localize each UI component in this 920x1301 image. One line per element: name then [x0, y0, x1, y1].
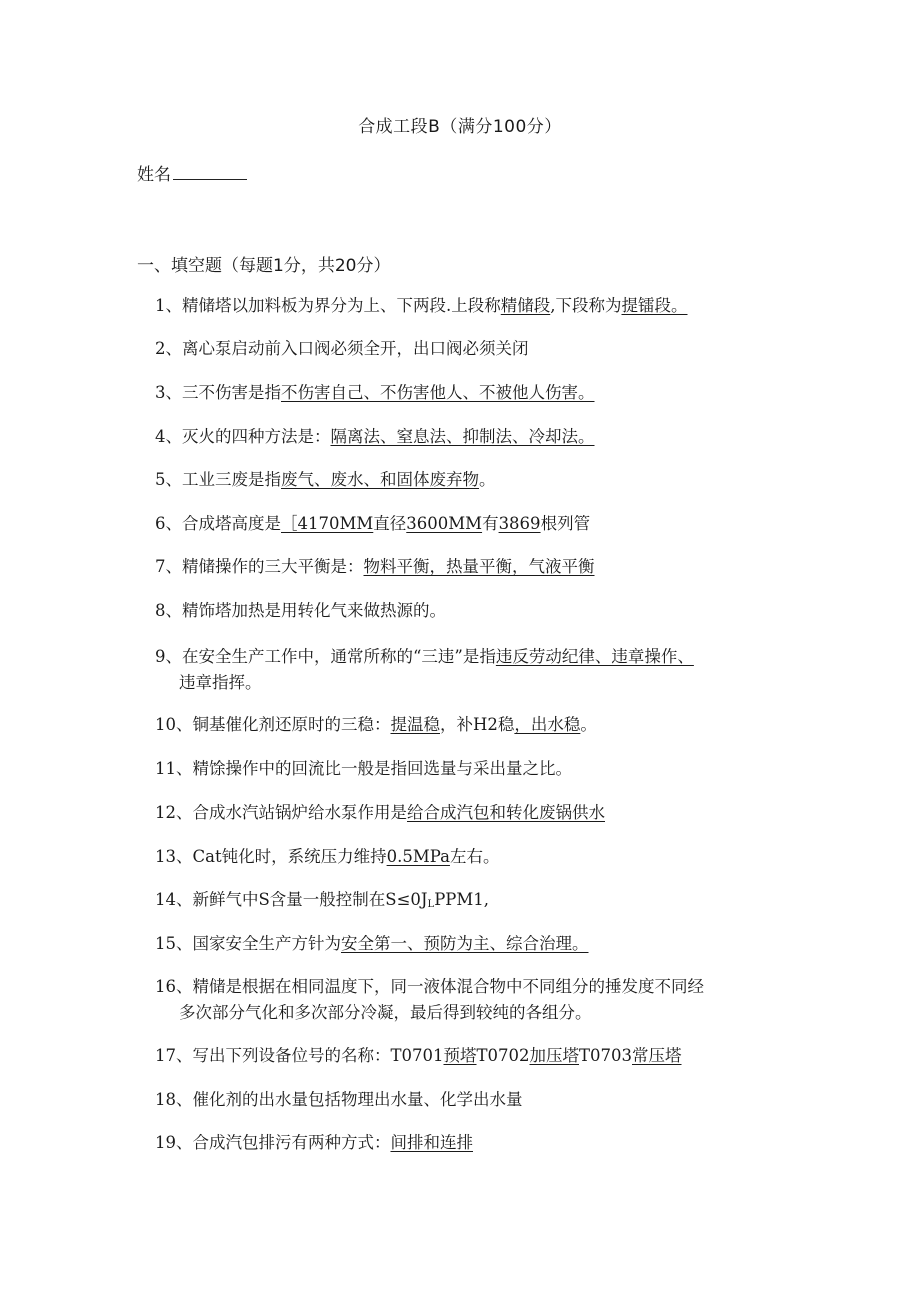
q15-answer: 安全第一、预防为主、综合治理。	[341, 934, 589, 953]
q3-text: 3、三不伤害是指	[155, 383, 281, 402]
q9-continuation: 违章指挥。	[179, 673, 262, 692]
page-title: 合成工段B（满分100分）	[358, 117, 562, 137]
question-12	[155, 800, 795, 826]
q5-text: 5、工业三废是指	[155, 470, 281, 489]
q12-answer: 给合成汽包和转化废锅供水	[407, 803, 605, 822]
question-2	[155, 336, 795, 362]
q13-answer: 0.5MPa	[386, 847, 450, 866]
q19-text: 19、合成汽包排污有两种方式：	[155, 1133, 391, 1152]
q15-text: 15、国家安全生产方针为	[155, 934, 341, 953]
q10-text-2: ，补H2稳	[440, 715, 515, 734]
q8-text: 8、精饰塔加热是用转化气来做热源的。	[155, 601, 446, 620]
q7-answer: 物料平衡，热量平衡，气液平衡	[363, 557, 595, 576]
q4-text: 4、灭火的四种方法是：	[155, 427, 331, 446]
q1-answer-1: 精储段	[500, 296, 551, 315]
q2-text: 2、离心泵启动前入口阀必须全开，出口阀必须关闭	[155, 339, 529, 358]
q17-tag-2: T0702	[476, 1046, 530, 1065]
q14-text: 14、新鲜气中S含量一般控制在S≤0J	[155, 890, 428, 909]
question-6	[155, 511, 795, 537]
q17-text: 17、写出下列设备位号的名称：T0701	[155, 1046, 444, 1065]
question-13	[155, 844, 795, 870]
question-16	[155, 974, 795, 1026]
q5-end: 。	[479, 470, 496, 489]
q1-text-2: ,下段称为	[550, 296, 622, 315]
q19-answer: 间排和连排	[390, 1133, 473, 1152]
question-7	[155, 554, 795, 580]
q10-end: 。	[580, 715, 597, 734]
q17-answer-3: 常压塔	[632, 1046, 682, 1065]
q6-text: 6、合成塔高度是	[155, 514, 281, 533]
q16-continuation: 多次部分气化和多次部分冷凝，最后得到较纯的各组分。	[179, 1003, 592, 1022]
q1-answer-2: 提镭段。	[621, 296, 688, 315]
q10-text: 10、铜基催化剂还原时的三稳：	[155, 715, 391, 734]
question-11	[155, 756, 795, 782]
question-5	[155, 467, 795, 493]
question-15	[155, 931, 795, 957]
q4-answer: 隔离法、窒息法、抑制法、冷却法。	[330, 427, 595, 446]
question-14	[155, 887, 795, 918]
q17-answer-2: 加压塔	[529, 1046, 579, 1065]
question-18	[155, 1087, 795, 1113]
question-10	[155, 712, 795, 738]
question-17	[155, 1043, 795, 1069]
q16-text: 16、精储是根据在相同温度下，同一液体混合物中不同组分的捶发度不同经	[155, 977, 704, 996]
q11-text: 11、精馀操作中的回流比一般是指回选量与采出量之比。	[155, 759, 572, 778]
name-field	[137, 160, 247, 185]
question-4	[155, 424, 795, 450]
question-8	[155, 598, 795, 624]
q13-text: 13、Cat钝化时，系统压力维持	[155, 847, 387, 866]
question-3	[155, 380, 795, 406]
q14-subscript: L	[427, 899, 435, 910]
q6-text-2: 直径	[373, 514, 407, 533]
q7-text: 7、精储操作的三大平衡是：	[155, 557, 364, 576]
q10-answer-1: 提温稳	[390, 715, 440, 734]
q6-text-4: 根列管	[540, 514, 591, 533]
question-9	[155, 644, 795, 696]
q1-text: 1、精储塔以加料板为界分为上、下两段.上段称	[155, 296, 501, 315]
question-19	[155, 1130, 795, 1156]
name-blank	[173, 163, 247, 180]
q6-answer-height: ［4170MM	[281, 514, 374, 533]
q14-end: PPM1,	[434, 890, 490, 909]
q6-answer-diameter: 3600MM	[406, 514, 483, 533]
q9-answer: 违反劳动纪律、违章操作、	[495, 647, 694, 666]
question-1	[155, 293, 795, 319]
q10-answer-3: ，出水稳	[514, 715, 581, 734]
q17-answer-1: 预塔	[443, 1046, 477, 1065]
q9-text: 9、在安全生产工作中，通常所称的“三违”是指	[155, 647, 496, 666]
section-heading: 一、填空题（每题1分，共20分）	[137, 256, 391, 276]
q6-text-3: 有	[482, 514, 499, 533]
q13-end: 左右。	[449, 847, 500, 866]
q17-tag-3: T0703	[579, 1046, 632, 1065]
q6-answer-tubes: 3869	[498, 514, 541, 533]
name-label: 姓名	[137, 165, 171, 185]
q5-answer: 废气、废水、和固体废弃物	[281, 470, 479, 489]
q3-answer: 不伤害自己、不伤害他人、不被他人伤害。	[281, 383, 595, 402]
q12-text: 12、合成水汽站锅炉给水泵作用是	[155, 803, 407, 822]
q18-text: 18、催化剂的出水量包括物理出水量、化学出水量	[155, 1090, 523, 1109]
